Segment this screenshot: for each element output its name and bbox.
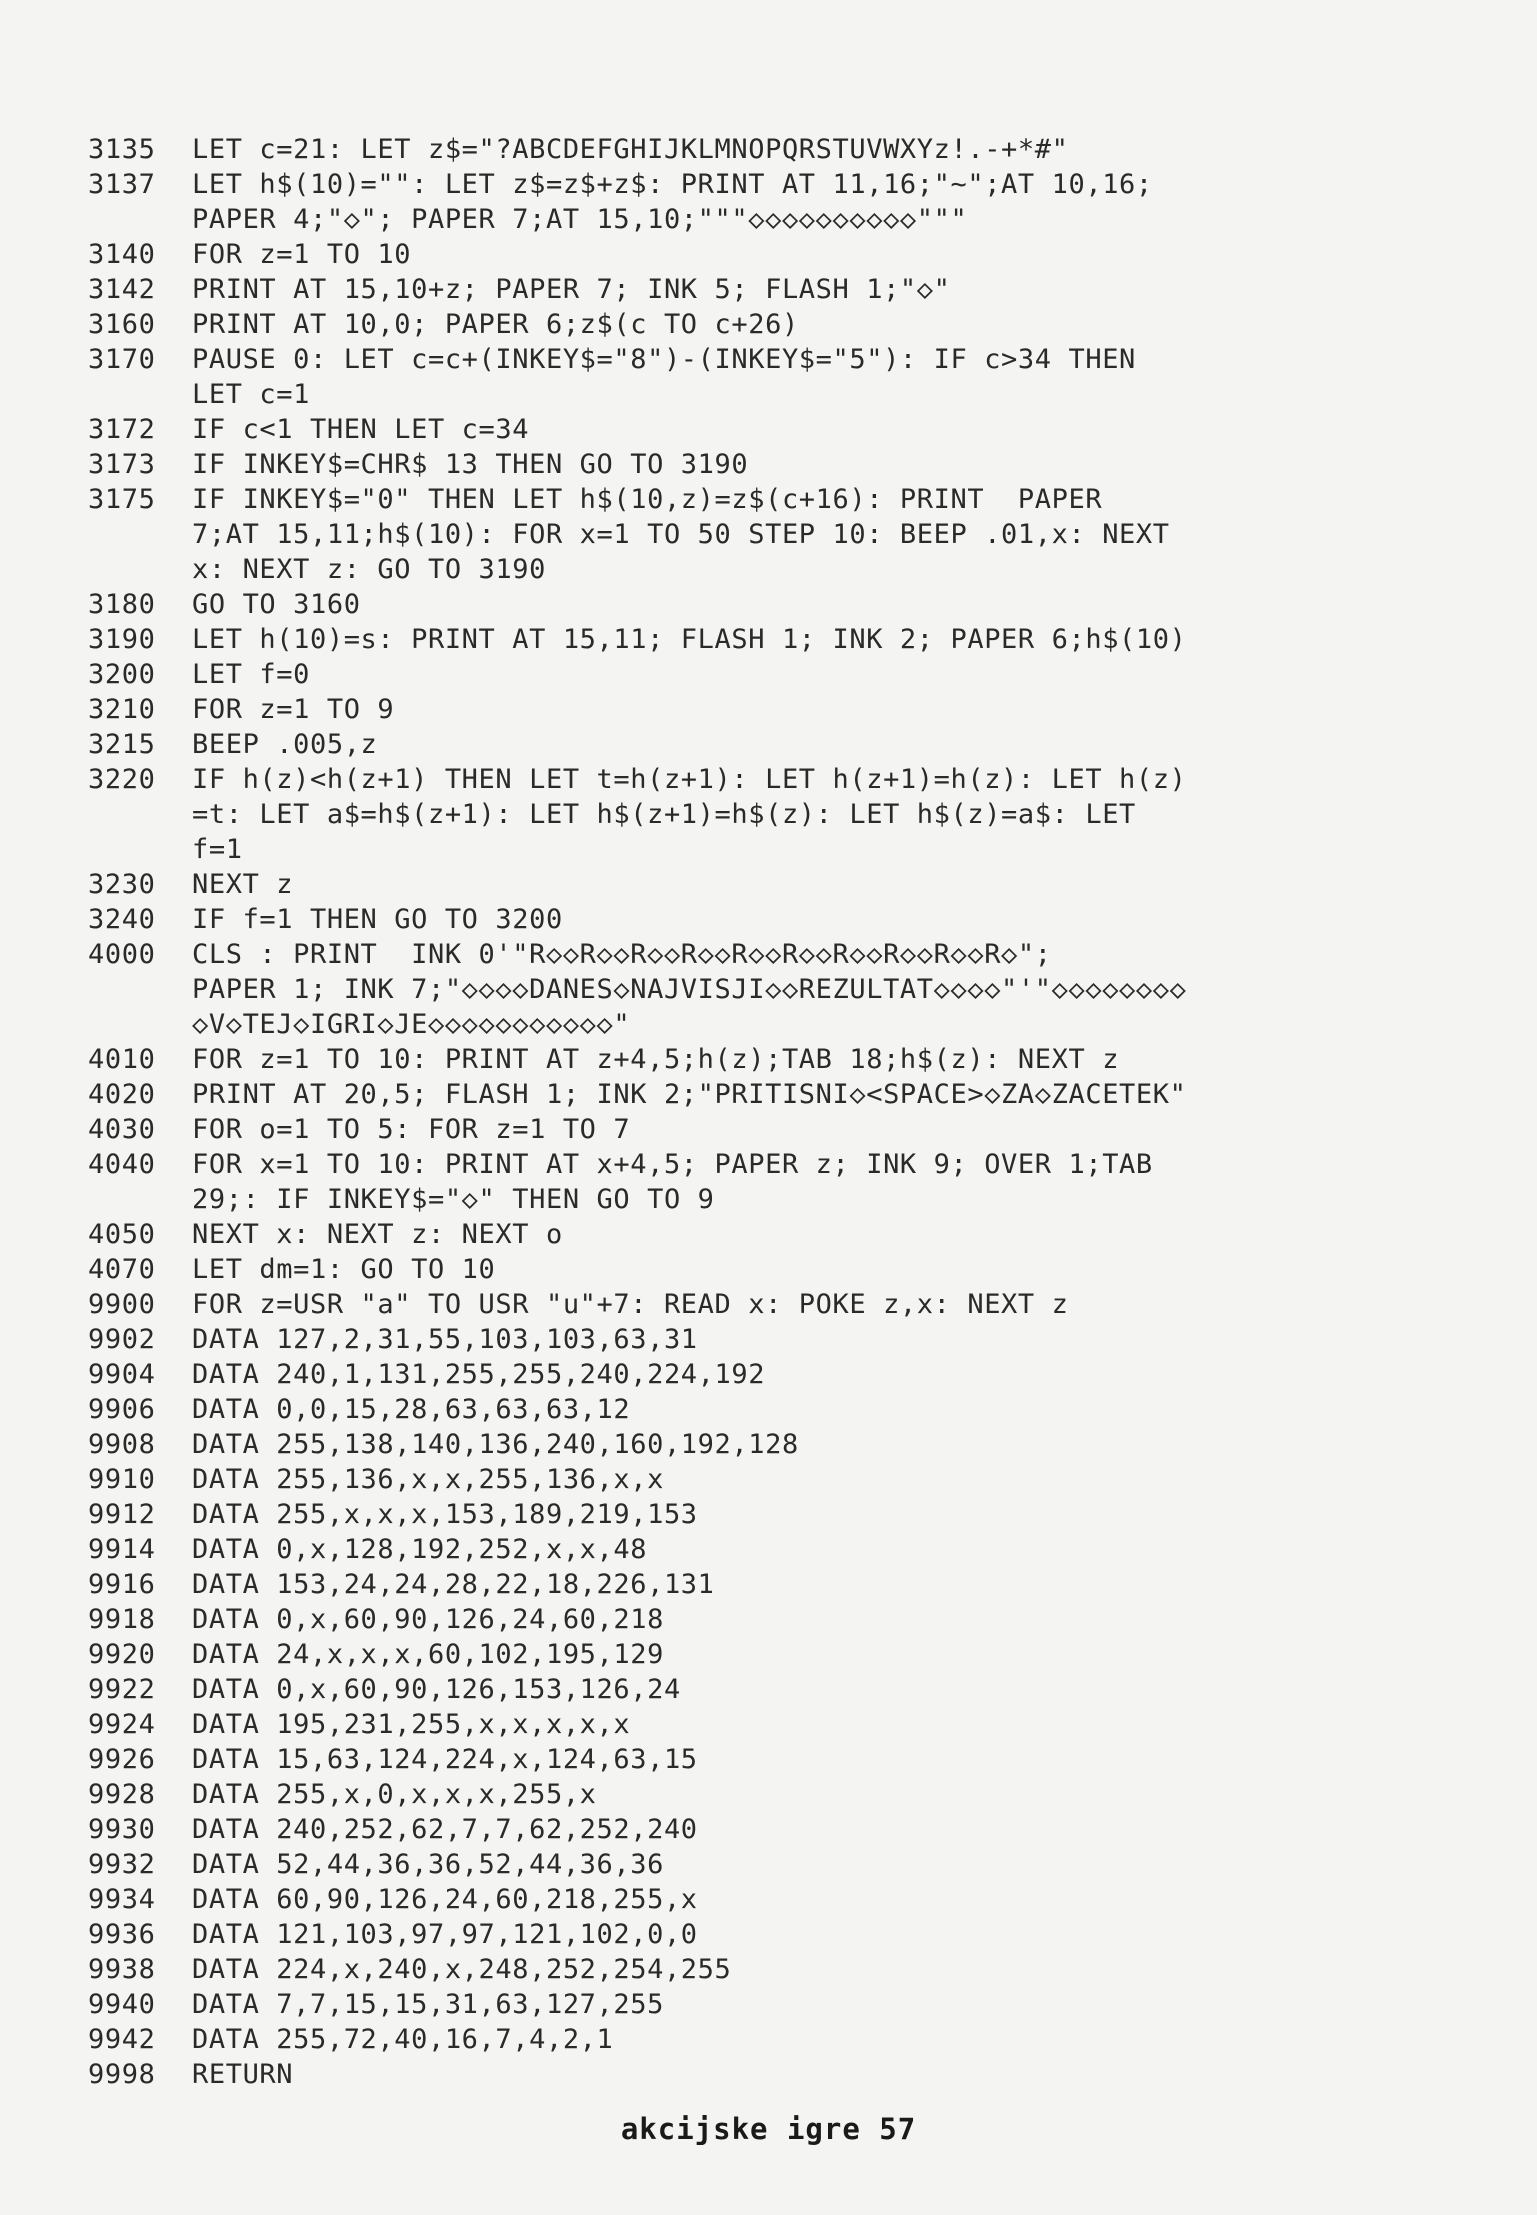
code-line bbox=[88, 1812, 1488, 1847]
code-text: LET h(10)=s: PRINT AT 15,11; FLASH 1; INK 2; PAPER 6;h$(10) bbox=[192, 624, 1187, 655]
code-line bbox=[88, 1427, 1488, 1462]
code-text: PRINT AT 10,0; PAPER 6;z$(c TO c+26) bbox=[192, 309, 799, 340]
code-line-continuation bbox=[88, 517, 1488, 552]
code-text: IF c<1 THEN LET c=34 bbox=[192, 414, 530, 445]
page-footer: akcijske igre 57 bbox=[620, 2112, 917, 2146]
code-text: DATA 0,x,60,90,126,153,126,24 bbox=[192, 1674, 681, 1705]
code-line bbox=[88, 342, 1488, 377]
line-number: 4070 bbox=[88, 1254, 156, 1285]
line-number: 3215 bbox=[88, 729, 156, 760]
code-text: DATA 255,136,x,x,255,136,x,x bbox=[192, 1464, 664, 1495]
line-number: 4000 bbox=[88, 939, 156, 970]
code-line bbox=[88, 727, 1488, 762]
line-number: 9998 bbox=[88, 2059, 156, 2090]
line-number: 9940 bbox=[88, 1989, 156, 2020]
code-line bbox=[88, 237, 1488, 272]
code-line bbox=[88, 937, 1488, 972]
code-text: DATA 24,x,x,x,60,102,195,129 bbox=[192, 1639, 664, 1670]
line-number: 3180 bbox=[88, 589, 156, 620]
line-number: 3173 bbox=[88, 449, 156, 480]
code-line-continuation bbox=[88, 1007, 1488, 1042]
line-number: 3210 bbox=[88, 694, 156, 725]
line-number: 3200 bbox=[88, 659, 156, 690]
code-line-continuation bbox=[88, 1182, 1488, 1217]
code-text: 7;AT 15,11;h$(10): FOR x=1 TO 50 STEP 10: BEEP .01,x: NEXT bbox=[192, 519, 1170, 550]
code-line bbox=[88, 1357, 1488, 1392]
code-text: LET c=1 bbox=[192, 379, 310, 410]
line-number: 9928 bbox=[88, 1779, 156, 1810]
basic-program-listing bbox=[88, 132, 1488, 2092]
code-line bbox=[88, 1567, 1488, 1602]
code-text: DATA 0,0,15,28,63,63,63,12 bbox=[192, 1394, 631, 1425]
code-line bbox=[88, 1847, 1488, 1882]
code-text: f=1 bbox=[192, 834, 243, 865]
code-text: IF h(z)<h(z+1) THEN LET t=h(z+1): LET h(z+1)=h(z): LET h(z) bbox=[192, 764, 1187, 795]
code-text: PRINT AT 15,10+z; PAPER 7; INK 5; FLASH 1;"◇" bbox=[192, 274, 951, 305]
code-text: FOR z=1 TO 9 bbox=[192, 694, 395, 725]
line-number: 9932 bbox=[88, 1849, 156, 1880]
code-line bbox=[88, 1987, 1488, 2022]
code-line bbox=[88, 482, 1488, 517]
line-number: 3142 bbox=[88, 274, 156, 305]
line-number: 3137 bbox=[88, 169, 156, 200]
code-line bbox=[88, 447, 1488, 482]
code-line bbox=[88, 1602, 1488, 1637]
code-line bbox=[88, 2057, 1488, 2092]
code-text: FOR x=1 TO 10: PRINT AT x+4,5; PAPER z; INK 9; OVER 1;TAB bbox=[192, 1149, 1153, 1180]
line-number: 9938 bbox=[88, 1954, 156, 1985]
code-text: DATA 255,138,140,136,240,160,192,128 bbox=[192, 1429, 799, 1460]
line-number: 3175 bbox=[88, 484, 156, 515]
code-line bbox=[88, 1777, 1488, 1812]
line-number: 3240 bbox=[88, 904, 156, 935]
code-text: BEEP .005,z bbox=[192, 729, 378, 760]
code-text: DATA 15,63,124,224,x,124,63,15 bbox=[192, 1744, 698, 1775]
code-line-continuation bbox=[88, 797, 1488, 832]
code-line bbox=[88, 1287, 1488, 1322]
line-number: 9936 bbox=[88, 1919, 156, 1950]
code-text: =t: LET a$=h$(z+1): LET h$(z+1)=h$(z): LET h$(z)=a$: LET bbox=[192, 799, 1136, 830]
line-number: 9906 bbox=[88, 1394, 156, 1425]
code-text: DATA 60,90,126,24,60,218,255,x bbox=[192, 1884, 698, 1915]
code-text: NEXT x: NEXT z: NEXT o bbox=[192, 1219, 563, 1250]
code-line bbox=[88, 692, 1488, 727]
code-line bbox=[88, 132, 1488, 167]
code-line bbox=[88, 1497, 1488, 1532]
line-number: 3190 bbox=[88, 624, 156, 655]
code-text: RETURN bbox=[192, 2059, 294, 2090]
line-number: 9918 bbox=[88, 1604, 156, 1635]
line-number: 9924 bbox=[88, 1709, 156, 1740]
code-line bbox=[88, 1952, 1488, 1987]
code-text: IF INKEY$="0" THEN LET h$(10,z)=z$(c+16): PRINT PAPER bbox=[192, 484, 1103, 515]
code-line bbox=[88, 412, 1488, 447]
code-text: x: NEXT z: GO TO 3190 bbox=[192, 554, 546, 585]
code-text: DATA 52,44,36,36,52,44,36,36 bbox=[192, 1849, 664, 1880]
code-text: DATA 0,x,60,90,126,24,60,218 bbox=[192, 1604, 664, 1635]
code-text: DATA 240,252,62,7,7,62,252,240 bbox=[192, 1814, 698, 1845]
line-number: 9942 bbox=[88, 2024, 156, 2055]
line-number: 9912 bbox=[88, 1499, 156, 1530]
code-line bbox=[88, 272, 1488, 307]
code-line bbox=[88, 1147, 1488, 1182]
line-number: 3160 bbox=[88, 309, 156, 340]
code-text: DATA 7,7,15,15,31,63,127,255 bbox=[192, 1989, 664, 2020]
code-text: IF INKEY$=CHR$ 13 THEN GO TO 3190 bbox=[192, 449, 749, 480]
code-text: LET f=0 bbox=[192, 659, 310, 690]
code-text: FOR o=1 TO 5: FOR z=1 TO 7 bbox=[192, 1114, 631, 1145]
code-text: DATA 255,72,40,16,7,4,2,1 bbox=[192, 2024, 614, 2055]
code-text: DATA 195,231,255,x,x,x,x,x bbox=[192, 1709, 631, 1740]
code-line bbox=[88, 1742, 1488, 1777]
line-number: 4040 bbox=[88, 1149, 156, 1180]
line-number: 9914 bbox=[88, 1534, 156, 1565]
code-text: PAUSE 0: LET c=c+(INKEY$="8")-(INKEY$="5"): IF c>34 THEN bbox=[192, 344, 1136, 375]
line-number: 3220 bbox=[88, 764, 156, 795]
line-number: 4030 bbox=[88, 1114, 156, 1145]
code-text: GO TO 3160 bbox=[192, 589, 361, 620]
line-number: 3230 bbox=[88, 869, 156, 900]
code-line-continuation bbox=[88, 377, 1488, 412]
code-line bbox=[88, 1917, 1488, 1952]
line-number: 3135 bbox=[88, 134, 156, 165]
code-line bbox=[88, 1672, 1488, 1707]
code-line bbox=[88, 167, 1488, 202]
code-text: DATA 255,x,0,x,x,x,255,x bbox=[192, 1779, 597, 1810]
line-number: 9920 bbox=[88, 1639, 156, 1670]
code-line bbox=[88, 1217, 1488, 1252]
code-line bbox=[88, 1322, 1488, 1357]
code-text: DATA 0,x,128,192,252,x,x,48 bbox=[192, 1534, 648, 1565]
line-number: 9900 bbox=[88, 1289, 156, 1320]
code-line bbox=[88, 1462, 1488, 1497]
code-text: DATA 255,x,x,x,153,189,219,153 bbox=[192, 1499, 698, 1530]
line-number: 4010 bbox=[88, 1044, 156, 1075]
code-line bbox=[88, 1882, 1488, 1917]
line-number: 4050 bbox=[88, 1219, 156, 1250]
code-text: PRINT AT 20,5; FLASH 1; INK 2;"PRITISNI◇<SPACE>◇ZA◇ZACETEK" bbox=[192, 1079, 1187, 1110]
code-line-continuation bbox=[88, 552, 1488, 587]
code-line bbox=[88, 1077, 1488, 1112]
code-text: PAPER 1; INK 7;"◇◇◇◇DANES◇NAJVISJI◇◇REZULTAT◇◇◇◇"'"◇◇◇◇◇◇◇◇ bbox=[192, 974, 1187, 1005]
code-line-continuation bbox=[88, 202, 1488, 237]
line-number: 3172 bbox=[88, 414, 156, 445]
code-text: DATA 121,103,97,97,121,102,0,0 bbox=[192, 1919, 698, 1950]
code-text: FOR z=1 TO 10: PRINT AT z+4,5;h(z);TAB 18;h$(z): NEXT z bbox=[192, 1044, 1120, 1075]
code-text: DATA 224,x,240,x,248,252,254,255 bbox=[192, 1954, 732, 1985]
code-text: DATA 127,2,31,55,103,103,63,31 bbox=[192, 1324, 698, 1355]
code-line bbox=[88, 902, 1488, 937]
code-text: DATA 240,1,131,255,255,240,224,192 bbox=[192, 1359, 766, 1390]
code-text: LET c=21: LET z$="?ABCDEFGHIJKLMNOPQRSTUVWXYz!.-+*#" bbox=[192, 134, 1069, 165]
code-line bbox=[88, 762, 1488, 797]
line-number: 3140 bbox=[88, 239, 156, 270]
code-text: DATA 153,24,24,28,22,18,226,131 bbox=[192, 1569, 715, 1600]
code-text: PAPER 4;"◇"; PAPER 7;AT 15,10;"""◇◇◇◇◇◇◇◇◇◇""" bbox=[192, 204, 968, 235]
code-line bbox=[88, 1042, 1488, 1077]
code-text: FOR z=USR "a" TO USR "u"+7: READ x: POKE z,x: NEXT z bbox=[192, 1289, 1069, 1320]
code-line bbox=[88, 1252, 1488, 1287]
code-text: 29;: IF INKEY$="◇" THEN GO TO 9 bbox=[192, 1184, 715, 1215]
line-number: 9910 bbox=[88, 1464, 156, 1495]
code-line bbox=[88, 622, 1488, 657]
code-line bbox=[88, 1707, 1488, 1742]
code-line bbox=[88, 1637, 1488, 1672]
code-text: LET h$(10)="": LET z$=z$+z$: PRINT AT 11,16;"~";AT 10,16; bbox=[192, 169, 1153, 200]
code-line-continuation bbox=[88, 972, 1488, 1007]
line-number: 9934 bbox=[88, 1884, 156, 1915]
code-line bbox=[88, 1112, 1488, 1147]
line-number: 9916 bbox=[88, 1569, 156, 1600]
code-line bbox=[88, 307, 1488, 342]
line-number: 3170 bbox=[88, 344, 156, 375]
code-line bbox=[88, 2022, 1488, 2057]
code-text: NEXT z bbox=[192, 869, 294, 900]
line-number: 9922 bbox=[88, 1674, 156, 1705]
code-text: ◇V◇TEJ◇IGRI◇JE◇◇◇◇◇◇◇◇◇◇◇" bbox=[192, 1009, 631, 1040]
line-number: 4020 bbox=[88, 1079, 156, 1110]
code-line bbox=[88, 1392, 1488, 1427]
code-line bbox=[88, 867, 1488, 902]
line-number: 9930 bbox=[88, 1814, 156, 1845]
code-text: LET dm=1: GO TO 10 bbox=[192, 1254, 496, 1285]
code-line bbox=[88, 587, 1488, 622]
code-line bbox=[88, 1532, 1488, 1567]
code-line bbox=[88, 657, 1488, 692]
code-text: CLS : PRINT INK 0'"R◇◇R◇◇R◇◇R◇◇R◇◇R◇◇R◇◇R◇◇R◇◇R◇"; bbox=[192, 939, 1052, 970]
line-number: 9904 bbox=[88, 1359, 156, 1390]
code-text: IF f=1 THEN GO TO 3200 bbox=[192, 904, 563, 935]
line-number: 9908 bbox=[88, 1429, 156, 1460]
code-line-continuation bbox=[88, 832, 1488, 867]
line-number: 9902 bbox=[88, 1324, 156, 1355]
line-number: 9926 bbox=[88, 1744, 156, 1775]
code-text: FOR z=1 TO 10 bbox=[192, 239, 412, 270]
